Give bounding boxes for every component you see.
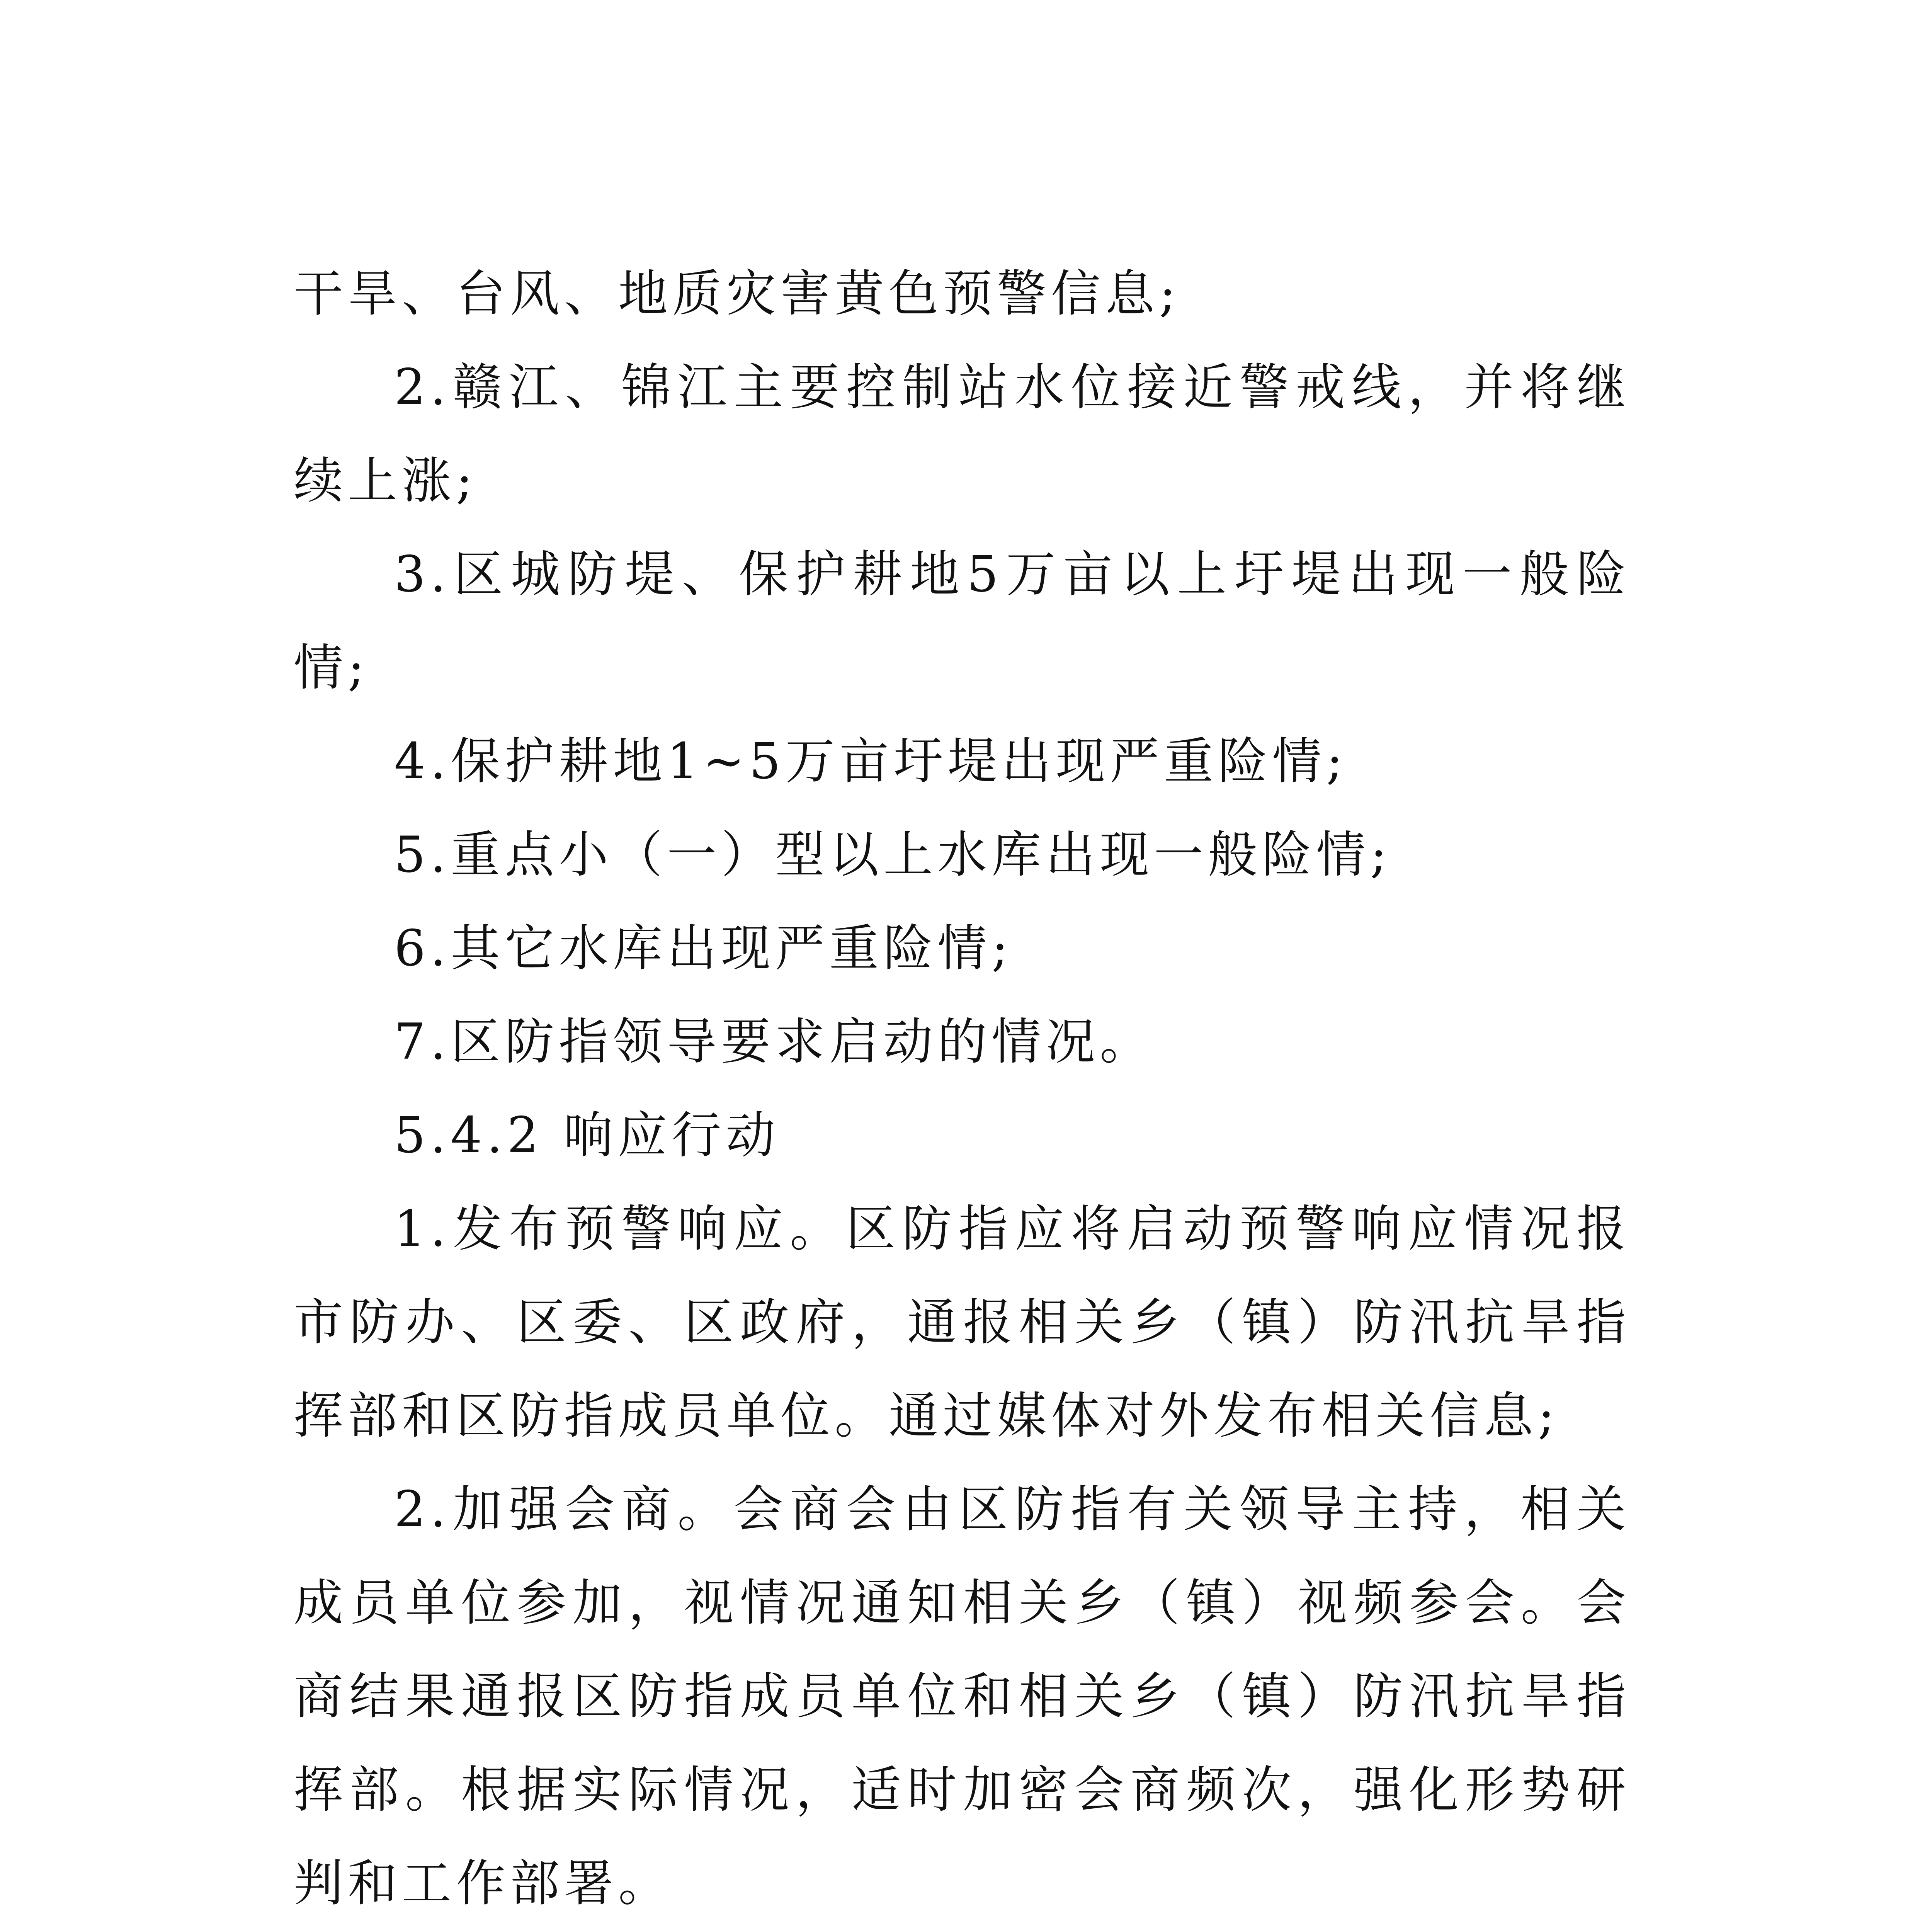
paragraph-2: 2.赣江、锦江主要控制站水位接近警戒线，并将继续上涨; (294, 359, 1631, 510)
paragraph-3: 3.区城防堤、保护耕地5万亩以上圩堤出现一般险情; (294, 546, 1631, 697)
section-heading: 5.4.2 响应行动 (394, 1107, 780, 1164)
paragraph-7: 7.区防指领导要求启动的情况。 (394, 1013, 1154, 1071)
paragraph-9: 1.发布预警响应。区防指应将启动预警响应情况报市防办、区委、区政府，通报相关乡（镇）防汛抗旱指挥部和区防指成员单位。通过媒体对外发布相关信息; (294, 1200, 1631, 1445)
paragraph-6: 6.其它水库出现严重险情; (394, 920, 1013, 977)
body-text (294, 247, 1631, 1932)
paragraph-10: 2.加强会商。会商会由区防指有关领导主持，相关成员单位参加，视情况通知相关乡（镇）视频参会。会商结果通报区防指成员单位和相关乡（镇）防汛抗旱指挥部。根据实际情况，适时加密会商频次，强化形势研判和工作部署。 (294, 1481, 1631, 1912)
paragraph-11 (294, 1930, 1631, 1932)
paragraph-5: 5.重点小（一）型以上水库出现一般险情; (394, 826, 1392, 884)
paragraph-1: 干旱、台风、地质灾害黄色预警信息; (294, 265, 1181, 323)
paragraph-4: 4.保护耕地1~5万亩圩堤出现严重险情; (394, 733, 1348, 790)
